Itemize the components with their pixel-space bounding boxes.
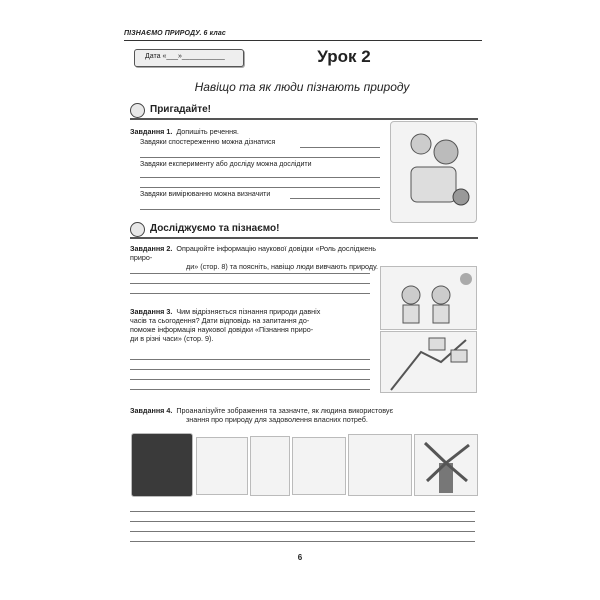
- task3-line1: Чим відрізняється пізнання природи давніх: [176, 307, 321, 316]
- answer-line[interactable]: [290, 198, 380, 199]
- task1-text: Допишіть речення.: [176, 127, 239, 136]
- task3-text: [130, 307, 380, 343]
- scientist-drawing: [391, 122, 476, 222]
- task4-text: [130, 406, 480, 424]
- task2-label: Завдання 2.: [130, 244, 173, 253]
- tree-animals-picture: [348, 434, 412, 496]
- page-number: 6: [297, 553, 303, 562]
- hand-icon: [130, 103, 145, 118]
- answer-line[interactable]: [130, 283, 370, 284]
- section-explore: [130, 223, 478, 239]
- answer-line[interactable]: [130, 273, 370, 274]
- task4-line2: знання про природу для задоволення власних потреб.: [186, 415, 368, 424]
- lesson-title-wrap: [0, 47, 600, 67]
- answer-line[interactable]: [140, 187, 380, 188]
- kids-nature-illustration: [380, 266, 477, 330]
- windmill-drawing: [415, 435, 477, 495]
- task4-line1: Проаналізуйте зображення та зазначте, як людина використовує: [176, 406, 394, 415]
- header-title: ПІЗНАЄМО ПРИРОДУ. 6 клас: [124, 30, 226, 37]
- task1-label: Завдання 1.: [130, 127, 173, 136]
- railway-picture: [196, 437, 248, 495]
- section-remember-title: Пригадайте!: [150, 104, 212, 115]
- task3-line3: поможе інформація наукової довідки «Пізнання приро-: [130, 325, 314, 334]
- task2-line1: Опрацюйте інформацію наукової довідки «Роль досліджень приро-: [130, 244, 377, 262]
- answer-line[interactable]: [130, 521, 475, 522]
- herbs-diagram: [292, 437, 346, 495]
- task3-line4: ди в різні часи» (стор. 9).: [130, 334, 214, 343]
- tree-history-illustration: [380, 331, 477, 393]
- answer-line[interactable]: [140, 209, 380, 210]
- telescope-picture: [131, 433, 193, 497]
- task1-sentence1: Завдяки спостереженню можна дізнатися: [140, 139, 276, 146]
- date-label: Дата «___»___________: [145, 53, 225, 60]
- answer-line[interactable]: [130, 531, 475, 532]
- task2-text: [130, 244, 390, 271]
- task3-line2: часів та сьогодення? Дати відповідь на запитання до-: [130, 316, 310, 325]
- section-remember: [130, 104, 478, 120]
- lesson-subtitle: Навіщо та як люди пізнають природу: [194, 80, 410, 94]
- header-rule: [124, 40, 482, 41]
- task1-sentence3: Завдяки вимірюванню можна визначити: [140, 191, 271, 198]
- answer-line[interactable]: [300, 147, 380, 148]
- windmill-picture: [414, 434, 478, 496]
- section-explore-title: Досліджуємо та пізнаємо!: [150, 223, 280, 234]
- kids-drawing: [381, 267, 476, 329]
- answer-line[interactable]: [130, 379, 370, 380]
- lesson-title: Урок 2: [317, 47, 371, 66]
- task1-heading: [130, 127, 239, 136]
- answer-line[interactable]: [130, 389, 370, 390]
- answer-line[interactable]: [140, 157, 380, 158]
- answer-line[interactable]: [130, 541, 475, 542]
- answer-line[interactable]: [140, 177, 380, 178]
- answer-line[interactable]: [130, 293, 370, 294]
- answer-line[interactable]: [130, 359, 370, 360]
- plants-picture: [250, 436, 290, 496]
- task3-label: Завдання 3.: [130, 307, 173, 316]
- search-icon: [130, 222, 145, 237]
- task1-sentence2: Завдяки експерименту або досліду можна дослідити: [140, 161, 312, 168]
- tree-history-drawing: [381, 332, 476, 392]
- task2-line2: ди» (стор. 8) та поясніть, навіщо люди вивчають природу.: [186, 262, 378, 271]
- task4-label: Завдання 4.: [130, 406, 173, 415]
- answer-line[interactable]: [130, 511, 475, 512]
- scientist-illustration: [390, 121, 477, 223]
- answer-line[interactable]: [130, 369, 370, 370]
